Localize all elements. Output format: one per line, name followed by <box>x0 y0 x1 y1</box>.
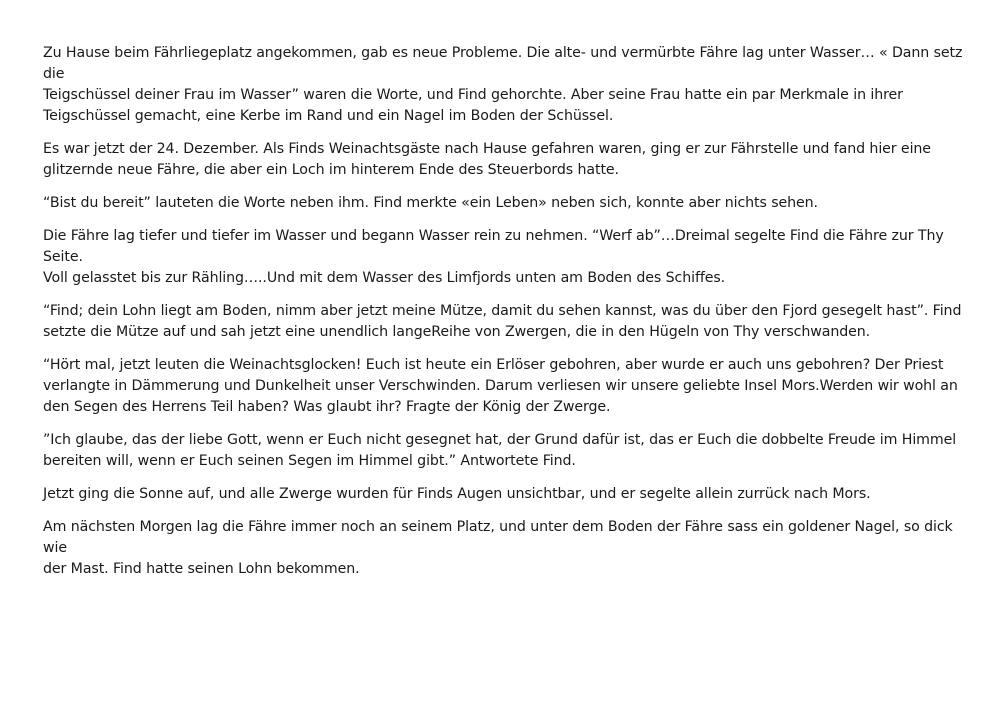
paragraph: Zu Hause beim Fährliegeplatz angekommen, gab es neue Probleme. Die alte- und vermürbte Fähre lag unter Wasser… « Dann setz die Teigschüssel deiner Frau im Wasser” waren die Worte, und Find gehorchte. Aber seine Frau hatte ein par Merkmale in ihrer Teigschüssel gemacht, eine Kerbe im Rand und ein Nagel im Boden der Schüssel. <box>43 45 963 124</box>
paragraph: ”Ich glaube, das der liebe Gott, wenn er Euch nicht gesegnet hat, der Grund dafür ist, das er Euch die dobbelte Freude im Himmel bereiten will, wenn er Euch seinen Segen im Himmel gibt.” Antwortete Find. <box>43 432 957 469</box>
paragraph: Die Fähre lag tiefer und tiefer im Wasser und begann Wasser rein zu nehmen. “Werf ab”…Dreimal segelte Find die Fähre zur Thy Seite. Voll gelasstet bis zur Rähling…..Und mit dem Wasser des Limfjords unten am Boden des Schiffes. <box>43 228 944 286</box>
paragraph: Es war jetzt der 24. Dezember. Als Finds Weinachtsgäste nach Hause gefahren waren, ging er zur Fährstelle und fand hier eine glitzernde neue Fähre, die aber ein Loch im hinterem Ende des Steuerbords hatte. <box>43 141 931 178</box>
story-text <box>43 43 963 592</box>
paragraph: Jetzt ging die Sonne auf, und alle Zwerge wurden für Finds Augen unsichtbar, und er segelte allein zurrück nach Mors. <box>43 486 871 502</box>
paragraph: “Hört mal, jetzt leuten die Weinachtsglocken! Euch ist heute ein Erlöser gebohren, aber wurde er auch uns gebohren? Der Priest verlangte in Dämmerung und Dunkelheit unser Verschwinden. Darum verliesen wir unsere geliebte Insel Mors.Werden wir wohl an den Segen des Herrens Teil haben? Was glaubt ihr? Fragte der König der Zwerge. <box>43 357 958 415</box>
paragraph: Am nächsten Morgen lag die Fähre immer noch an seinem Platz, und unter dem Boden der Fähre sass ein goldener Nagel, so dick wie der Mast. Find hatte seinen Lohn bekommen. <box>43 519 953 577</box>
paragraph: “Bist du bereit” lauteten die Worte neben ihm. Find merkte «ein Leben» neben sich, konnte aber nichts sehen. <box>43 195 818 211</box>
paragraph: “Find; dein Lohn liegt am Boden, nimm aber jetzt meine Mütze, damit du sehen kannst, was du über den Fjord gesegelt hast”. Find setzte die Mütze auf und sah jetzt eine unendlich langeReihe von Zwergen, die in den Hügeln von Thy verschwanden. <box>43 303 962 340</box>
